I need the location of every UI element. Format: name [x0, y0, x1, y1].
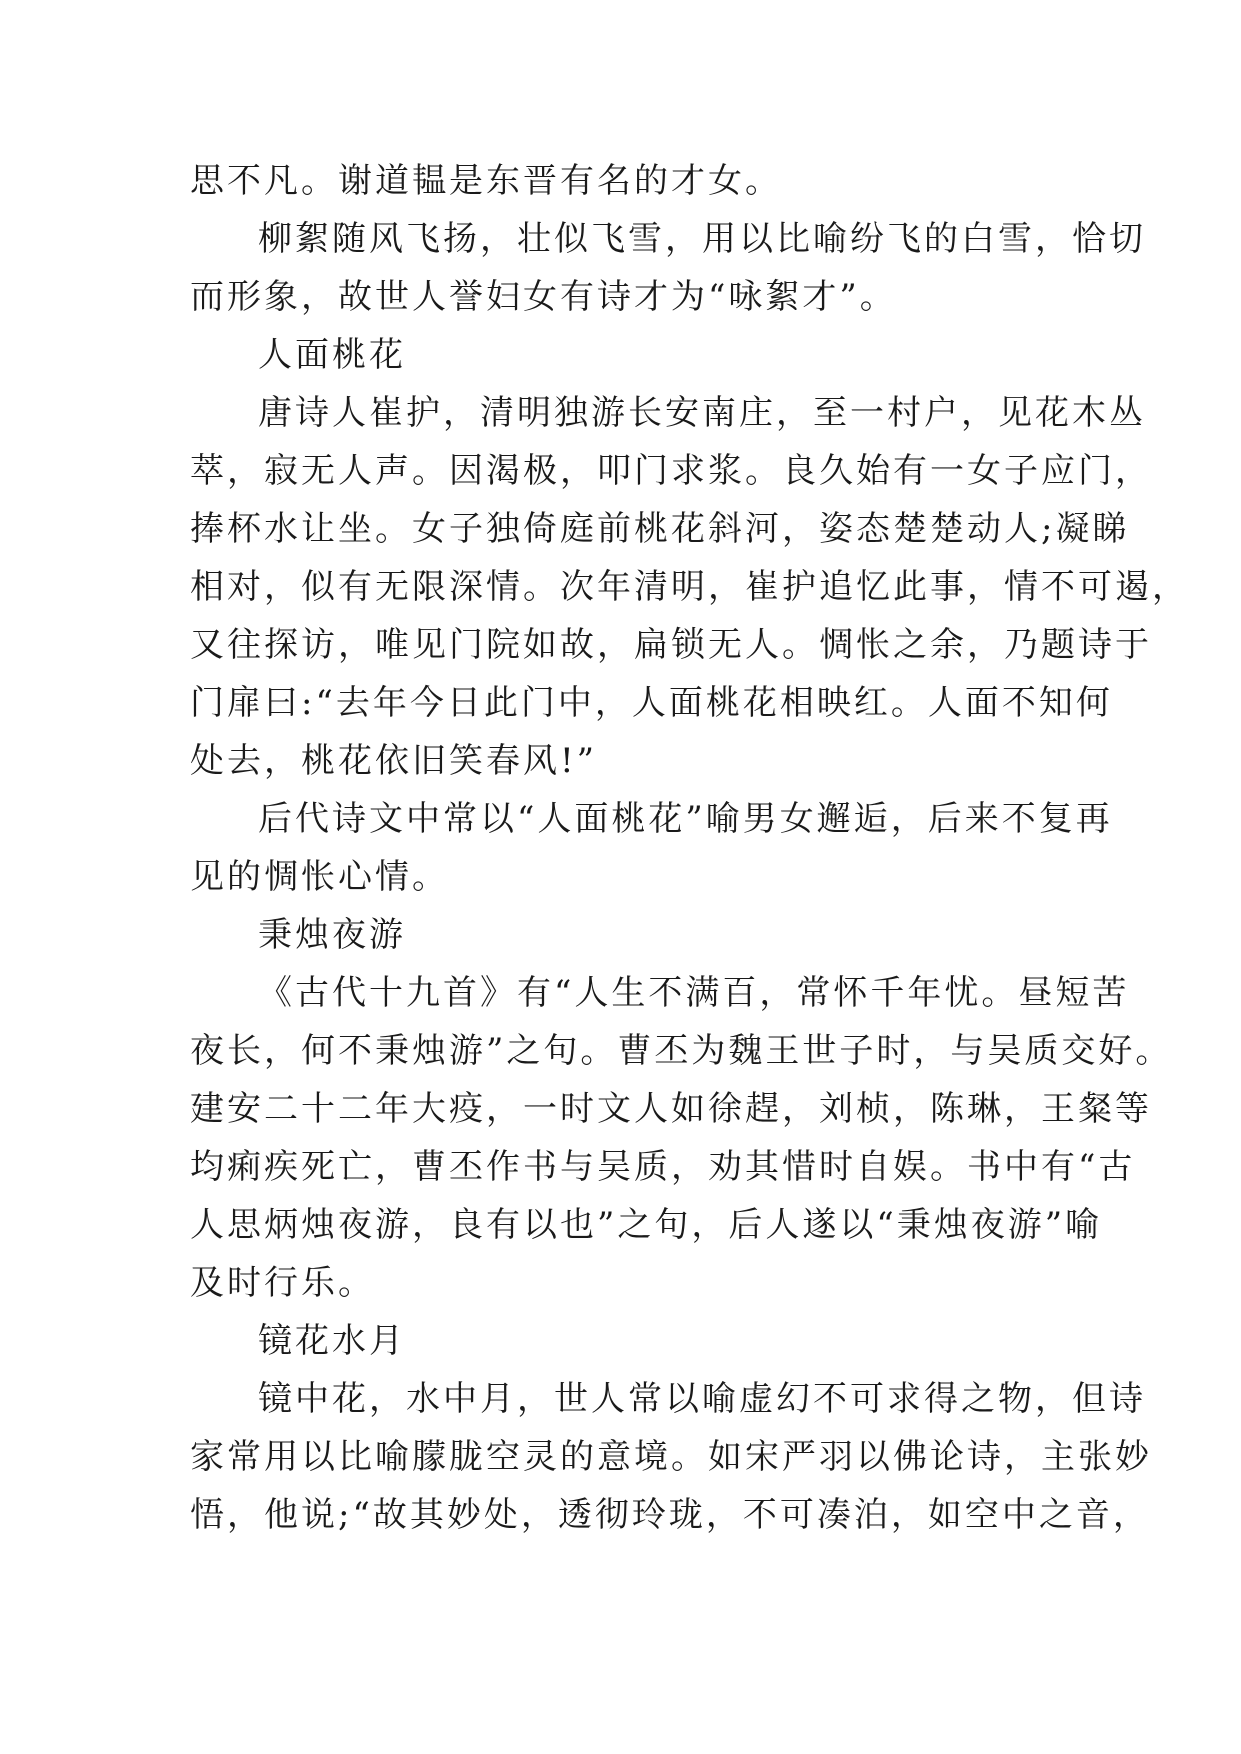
text-line: 人思炳烛夜游，良有以也”之句，后人遂以“秉烛夜游”喻 [190, 1205, 1103, 1245]
text-line: 捧杯水让坐。女子独倚庭前桃花斜河，姿态楚楚动人;凝睇 [190, 509, 1130, 549]
document-page [190, 152, 1189, 1544]
text-line: 均痢疾死亡，曹丕作书与吴质，劝其惜时自娱。书中有“古 [190, 1147, 1136, 1187]
text-line: 而形象，故世人誉妇女有诗才为“咏絮才”。 [190, 277, 897, 317]
text-line: 思不凡。谢道韫是东晋有名的才女。 [190, 161, 782, 201]
text-line: 柳絮随风飞扬，壮似飞雪，用以比喻纷飞的白雪，恰切 [258, 219, 1146, 259]
section-heading: 镜花水月 [258, 1321, 406, 1361]
text-line: 唐诗人崔护，清明独游长安南庄，至一村户，见花木丛 [258, 393, 1146, 433]
section-heading: 秉烛夜游 [258, 915, 406, 955]
text-line: 《古代十九首》有“人生不满百，常怀千年忧。昼短苦 [258, 973, 1130, 1013]
text-line: 处去，桃花依旧笑春风!” [190, 741, 598, 781]
text-line: 夜长，何不秉烛游”之句。曹丕为魏王世子时，与吴质交好。 [190, 1031, 1173, 1071]
text-line: 见的惆怅心情。 [190, 857, 449, 897]
text-line: 及时行乐。 [190, 1263, 375, 1303]
text-line: 建安二十二年大疫，一时文人如徐趕，刘桢，陈琳，王粲等 [190, 1089, 1152, 1129]
text-line: 后代诗文中常以“人面桃花”喻男女邂逅，后来不复再 [258, 799, 1113, 839]
text-line: 萃，寂无人声。因渴极，叩门求浆。良久始有一女子应门， [190, 451, 1152, 491]
text-line: 家常用以比喻朦胧空灵的意境。如宋严羽以佛论诗，主张妙 [190, 1437, 1152, 1477]
text-line: 相对，似有无限深情。次年清明，崔护追忆此事，情不可遏， [190, 567, 1189, 607]
text-line: 悟，他说;“故其妙处，透彻玲珑，不可凑泊，如空中之音， [190, 1495, 1150, 1535]
section-heading: 人面桃花 [258, 335, 406, 375]
text-line: 镜中花，水中月，世人常以喻虚幻不可求得之物，但诗 [258, 1379, 1146, 1419]
text-line: 门扉曰:“去年今日此门中，人面桃花相映红。人面不知何 [190, 683, 1113, 723]
text-line: 又往探访，唯见门院如故，扁锁无人。惆怅之余，乃题诗于 [190, 625, 1152, 665]
